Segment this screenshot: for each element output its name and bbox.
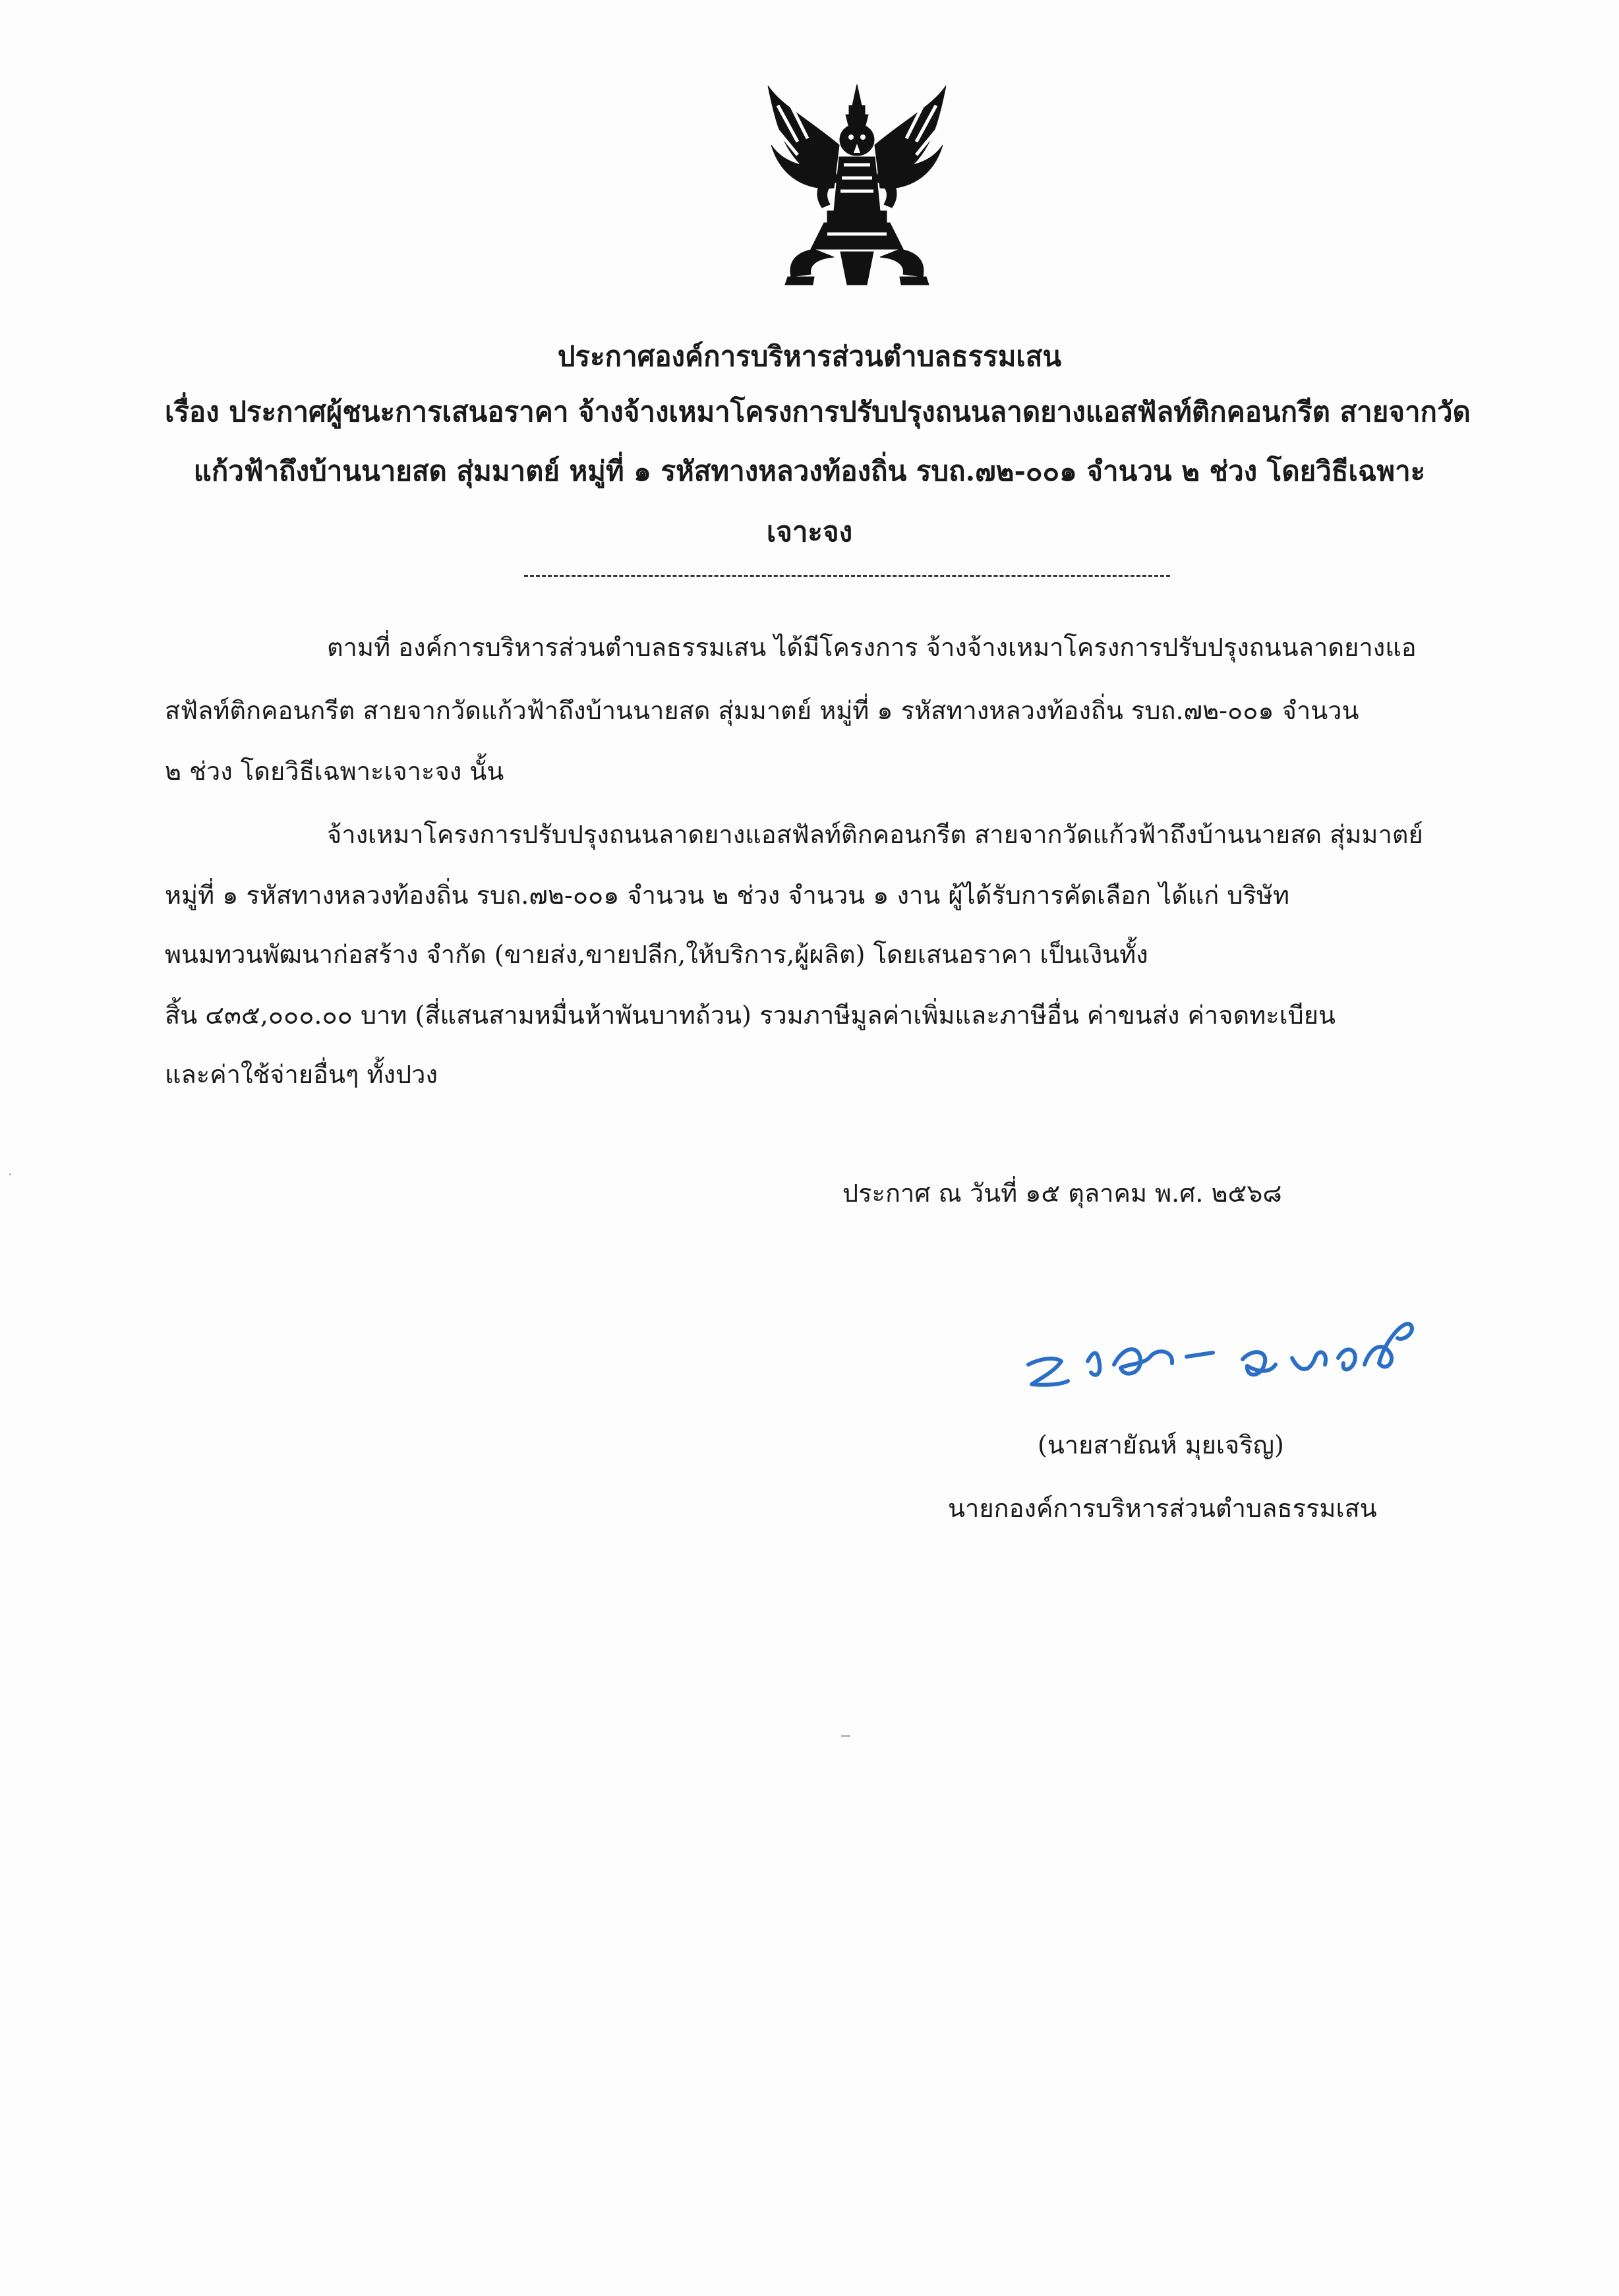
paragraph-1-line-1: ตามที่ องค์การบริหารส่วนตำบลธรรมเสน ได้มีโครงการ จ้างจ้างเหมาโครงการปรับปรุงถนนลาดยางแอ xyxy=(327,633,1417,662)
announcement-date: ประกาศ ณ วันที่ ๑๕ ตุลาคม พ.ศ. ๒๕๖๘ xyxy=(842,1179,1282,1208)
subject-line-3: เจาะจง xyxy=(766,515,853,548)
paragraph-2-line-1: จ้างเหมาโครงการปรับปรุงถนนลาดยางแอสฟัลท์ติกคอนกรีต สายจากวัดแก้วฟ้าถึงบ้านนายสด สุ่มมาตย์ xyxy=(327,820,1423,849)
paragraph-2-line-3: พนมทวนพัฒนาก่อสร้าง จำกัด (ขายส่ง,ขายปลีก,ให้บริการ,ผู้ผลิต) โดยเสนอราคา เป็นเงินทั้ง xyxy=(165,940,1148,969)
signer-name: (นายสายัณห์ มุยเจริญ) xyxy=(1038,1430,1284,1459)
subject-line-1: เรื่อง ประกาศผู้ชนะการเสนอราคา จ้างจ้างเหมาโครงการปรับปรุงถนนลาดยางแอสฟัลท์ติกคอนกรีต สายจากวัด xyxy=(165,396,1471,428)
paragraph-2-line-5: และค่าใช้จ่ายอื่นๆ ทั้งปวง xyxy=(165,1060,438,1089)
paragraph-2-line-2: หมู่ที่ ๑ รหัสทางหลวงท้องถิ่น รบถ.๗๒-๐๐๑ จำนวน ๒ ช่วง จำนวน ๑ งาน ผู้ได้รับการคัดเลือก ได้แก่ บริษัท xyxy=(165,881,1290,910)
paragraph-1-line-2: สฟัลท์ติกคอนกรีต สายจากวัดแก้วฟ้าถึงบ้านนายสด สุ่มมาตย์ หมู่ที่ ๑ รหัสทางหลวงท้องถิ่น รบถ.๗๒-๐๐๑ จำนวน xyxy=(165,696,1359,725)
dashed-separator xyxy=(524,575,1170,577)
paragraph-1-line-3: ๒ ช่วง โดยวิธีเฉพาะเจาะจง นั้น xyxy=(165,757,504,786)
garuda-emblem-icon xyxy=(761,79,953,290)
announcement-title: ประกาศองค์การบริหารส่วนตำบลธรรมเสน xyxy=(557,340,1062,372)
scan-speck xyxy=(841,1735,850,1737)
signer-position: นายกองค์การบริหารส่วนตำบลธรรมเสน xyxy=(948,1494,1377,1523)
paragraph-2-line-4: สิ้น ๔๓๕,๐๐๐.๐๐ บาท (สี่แสนสามหมื่นห้าพันบาทถ้วน) รวมภาษีมูลค่าเพิ่มและภาษีอื่น ค่าขนส่ง ค่าจดทะเบียน xyxy=(165,1001,1336,1030)
scan-speck xyxy=(9,1173,11,1175)
subject-line-2: แก้วฟ้าถึงบ้านนายสด สุ่มมาตย์ หมู่ที่ ๑ รหัสทางหลวงท้องถิ่น รบถ.๗๒-๐๐๑ จำนวน ๒ ช่วง โดยวิธีเฉพาะ xyxy=(193,455,1426,487)
handwritten-signature xyxy=(1015,1279,1437,1411)
